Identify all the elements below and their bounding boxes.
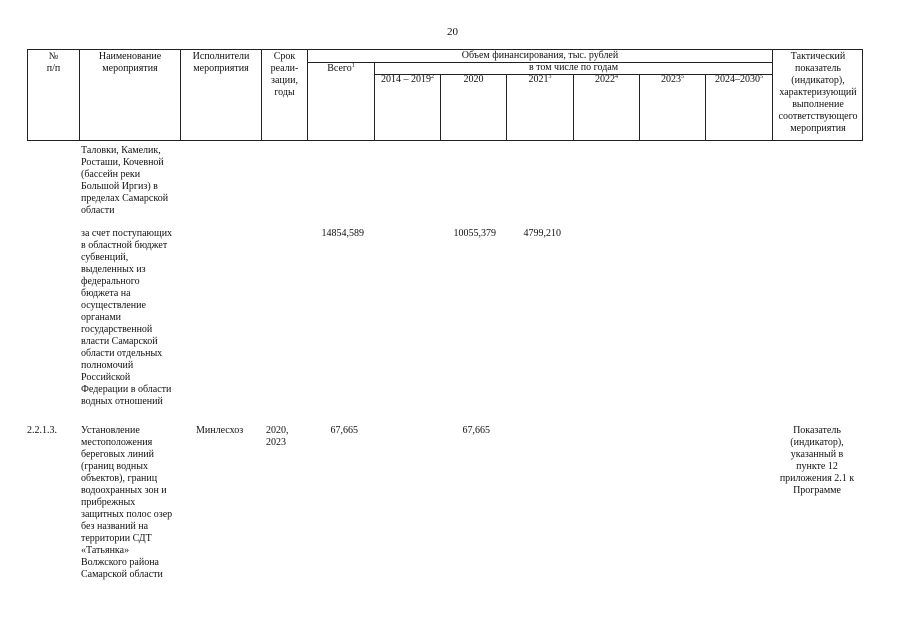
header-name: Наименование мероприятия <box>98 51 162 74</box>
item-executor: Минлесхоз <box>196 425 244 436</box>
cont-name: Таловки, Камелик, Росташи, Кочевной (бассейн реки Большой Иргиз) в пределах Самарской области <box>81 145 169 216</box>
subsidy-name: за счет поступающих в областной бюджет субвенций, выделенных из федерального бюджета на осуществление органами государственной власти Самарской области отдельных полномочий Российской Федерации в области водных отношений <box>81 228 173 407</box>
item-number: 2.2.1.3. <box>27 425 57 436</box>
item-term: 2020, 2023 <box>266 425 289 448</box>
header-by-years: в том числе по годам <box>528 62 619 73</box>
header-year-2020: 2020 <box>463 74 484 85</box>
subsidy-2021: 4799,210 <box>523 228 561 239</box>
item-name: Установление местоположения береговых линий (границ водных объектов), границ водоохранных зон и прибрежных защитных полос озер без названий на территории СДТ «Татьянка» Волжского района Самарской области <box>81 425 173 580</box>
header-funding-title: Объем финансирования, тыс. рублей <box>461 50 619 61</box>
header-executor: Исполнители мероприятия <box>192 51 250 74</box>
header-year-2021: 2021$^3$ <box>528 74 552 85</box>
header-year-2023: 2023$^5$ <box>661 74 684 85</box>
header-year-2024-2030: 2024–2030$^5$ <box>715 74 763 85</box>
header-indicator: Тактический показатель (индикатор), характеризующий выполнение соответствующего мероприятия <box>778 51 858 134</box>
item-indicator: Показатель (индикатор), указанный в пункте 12 приложения 2.1 к Программе <box>779 425 855 496</box>
header-year-2022: 2022$^4$ <box>595 74 618 85</box>
header-term: Срок реали- зации, годы <box>270 51 299 98</box>
item-2020: 67,665 <box>462 425 490 436</box>
subsidy-total: 14854,589 <box>321 228 364 239</box>
item-total: 67,665 <box>330 425 358 436</box>
header-year-2014-2019: 2014 – 2019$^2$ <box>381 74 434 85</box>
table-header <box>27 49 863 141</box>
header-total: Всего$^1$ <box>327 63 355 74</box>
subsidy-2020: 10055,379 <box>453 228 496 239</box>
header-no: № п/п <box>46 51 61 74</box>
page-number: 20 <box>447 26 458 38</box>
